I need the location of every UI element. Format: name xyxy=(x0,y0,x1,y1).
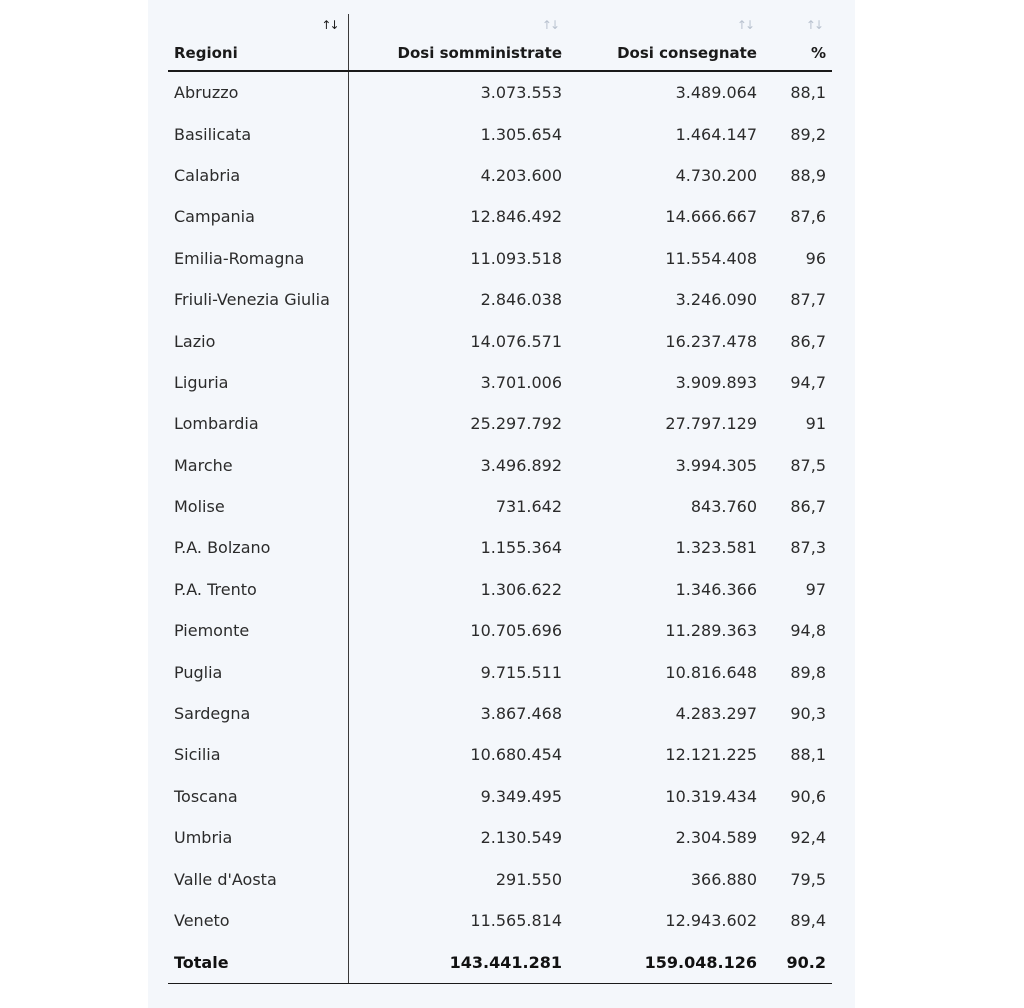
table-row xyxy=(168,320,832,361)
administered-cell: 291.550 xyxy=(495,869,562,889)
percent-cell: 86,7 xyxy=(790,331,826,351)
column-header-administered[interactable] xyxy=(348,14,568,71)
delivered-cell: 3.909.893 xyxy=(675,372,757,392)
region-cell: Campania xyxy=(168,196,348,237)
region-cell: Basilicata xyxy=(168,113,348,154)
delivered-cell: 1.464.147 xyxy=(675,124,757,144)
administered-cell: 11.093.518 xyxy=(470,248,562,268)
region-cell: Umbria xyxy=(168,817,348,858)
region-cell: Friuli-Venezia Giulia xyxy=(168,279,348,320)
administered-cell: 4.203.600 xyxy=(480,165,562,185)
delivered-cell: 11.554.408 xyxy=(665,248,757,268)
percent-cell: 87,3 xyxy=(790,538,826,558)
vaccine-doses-table xyxy=(168,14,832,984)
table-row xyxy=(168,238,832,279)
header-row xyxy=(168,14,832,71)
region-cell: Puglia xyxy=(168,651,348,692)
sort-arrows-icon[interactable]: ↑↓ xyxy=(805,18,822,32)
administered-cell: 3.073.553 xyxy=(480,83,562,103)
administered-cell: 9.349.495 xyxy=(480,786,562,806)
delivered-cell: 16.237.478 xyxy=(665,331,757,351)
administered-cell: 12.846.492 xyxy=(470,207,562,227)
delivered-cell: 1.346.366 xyxy=(675,579,757,599)
region-cell: Molise xyxy=(168,486,348,527)
delivered-cell: 2.304.589 xyxy=(675,828,757,848)
administered-cell: 25.297.792 xyxy=(470,414,562,434)
percent-cell: 89,2 xyxy=(790,124,826,144)
table-row xyxy=(168,486,832,527)
table-row xyxy=(168,693,832,734)
region-cell: P.A. Trento xyxy=(168,569,348,610)
delivered-cell: 11.289.363 xyxy=(665,621,757,641)
percent-cell: 87,5 xyxy=(790,455,826,475)
region-cell: Emilia-Romagna xyxy=(168,238,348,279)
delivered-cell: 10.319.434 xyxy=(665,786,757,806)
table-row xyxy=(168,403,832,444)
table-row xyxy=(168,196,832,237)
delivered-cell: 10.816.648 xyxy=(665,662,757,682)
administered-cell: 2.846.038 xyxy=(480,290,562,310)
sort-arrows-icon[interactable]: ↑↓ xyxy=(541,18,558,32)
delivered-cell: 1.323.581 xyxy=(675,538,757,558)
region-cell: Sicilia xyxy=(168,734,348,775)
delivered-cell: 4.730.200 xyxy=(675,165,757,185)
administered-cell: 10.680.454 xyxy=(470,745,562,765)
administered-cell: 10.705.696 xyxy=(470,621,562,641)
table-row xyxy=(168,776,832,817)
delivered-cell: 12.121.225 xyxy=(665,745,757,765)
percent-cell: 97 xyxy=(805,579,826,599)
region-cell: Abruzzo xyxy=(168,71,348,113)
sort-arrows-icon[interactable]: ↑↓ xyxy=(321,18,338,32)
region-cell: Calabria xyxy=(168,155,348,196)
region-cell: Sardegna xyxy=(168,693,348,734)
percent-cell: 88,9 xyxy=(790,165,826,185)
table-row xyxy=(168,651,832,692)
column-header-label: Regioni xyxy=(174,44,238,62)
table-row xyxy=(168,527,832,568)
percent-cell: 86,7 xyxy=(790,497,826,517)
column-header-label: Dosi consegnate xyxy=(617,44,757,62)
administered-cell: 1.155.364 xyxy=(480,538,562,558)
column-header-label: Dosi somministrate xyxy=(397,44,562,62)
region-cell: Lombardia xyxy=(168,403,348,444)
table-row xyxy=(168,155,832,196)
table-row xyxy=(168,279,832,320)
percent-cell: 87,7 xyxy=(790,290,826,310)
administered-cell: 3.496.892 xyxy=(480,455,562,475)
administered-cell: 1.305.654 xyxy=(480,124,562,144)
administered-cell: 11.565.814 xyxy=(470,911,562,930)
delivered-cell: 27.797.129 xyxy=(665,414,757,434)
percent-cell: 89,8 xyxy=(790,662,826,682)
delivered-cell: 3.246.090 xyxy=(675,290,757,310)
percent-cell: 96 xyxy=(805,248,826,268)
region-cell: Liguria xyxy=(168,362,348,403)
table-row xyxy=(168,858,832,899)
table-row xyxy=(168,900,832,941)
delivered-cell: 12.943.602 xyxy=(665,911,757,930)
table-row xyxy=(168,71,832,113)
administered-cell: 3.701.006 xyxy=(480,372,562,392)
table-row xyxy=(168,817,832,858)
percent-cell: 94,7 xyxy=(790,372,826,392)
table-row xyxy=(168,569,832,610)
delivered-cell: 3.994.305 xyxy=(675,455,757,475)
column-header-percent[interactable] xyxy=(763,14,832,71)
delivered-cell: 14.666.667 xyxy=(665,207,757,227)
region-cell: Piemonte xyxy=(168,610,348,651)
administered-cell: 2.130.549 xyxy=(480,828,562,848)
percent-cell: 88,1 xyxy=(790,745,826,765)
table-row xyxy=(168,610,832,651)
column-header-region[interactable] xyxy=(168,14,348,71)
total-label: Totale xyxy=(168,941,348,984)
region-cell: P.A. Bolzano xyxy=(168,527,348,568)
column-header-delivered[interactable] xyxy=(568,14,763,71)
table-row xyxy=(168,362,832,403)
administered-cell: 3.867.468 xyxy=(480,704,562,724)
delivered-cell: 3.489.064 xyxy=(675,83,757,103)
table-row xyxy=(168,113,832,154)
delivered-cell: 366.880 xyxy=(690,869,757,889)
delivered-cell: 4.283.297 xyxy=(675,704,757,724)
total-row xyxy=(168,941,832,984)
percent-cell: 90,3 xyxy=(790,704,826,724)
percent-cell: 79,5 xyxy=(790,869,826,889)
region-cell: Valle d'Aosta xyxy=(168,858,348,899)
table-row xyxy=(168,445,832,486)
region-cell: Lazio xyxy=(168,320,348,361)
region-cell: Marche xyxy=(168,445,348,486)
administered-cell: 9.715.511 xyxy=(480,662,562,682)
percent-cell: 90,6 xyxy=(790,786,826,806)
administered-cell: 1.306.622 xyxy=(480,579,562,599)
percent-cell: 89,4 xyxy=(790,911,826,930)
administered-cell: 14.076.571 xyxy=(470,331,562,351)
percent-cell: 91 xyxy=(805,414,826,434)
region-cell: Veneto xyxy=(168,900,348,941)
delivered-cell: 843.760 xyxy=(690,497,757,517)
total-percent: 90.2 xyxy=(763,941,832,984)
sort-arrows-icon[interactable]: ↑↓ xyxy=(736,18,753,32)
total-administered: 143.441.281 xyxy=(348,941,568,984)
percent-cell: 94,8 xyxy=(790,621,826,641)
percent-cell: 88,1 xyxy=(790,83,826,103)
administered-cell: 731.642 xyxy=(495,497,562,517)
table-row xyxy=(168,734,832,775)
total-delivered: 159.048.126 xyxy=(568,941,763,984)
percent-cell: 87,6 xyxy=(790,207,826,227)
region-cell: Toscana xyxy=(168,776,348,817)
column-header-label: % xyxy=(810,44,826,62)
percent-cell: 92,4 xyxy=(790,828,826,848)
table-body xyxy=(168,71,832,941)
